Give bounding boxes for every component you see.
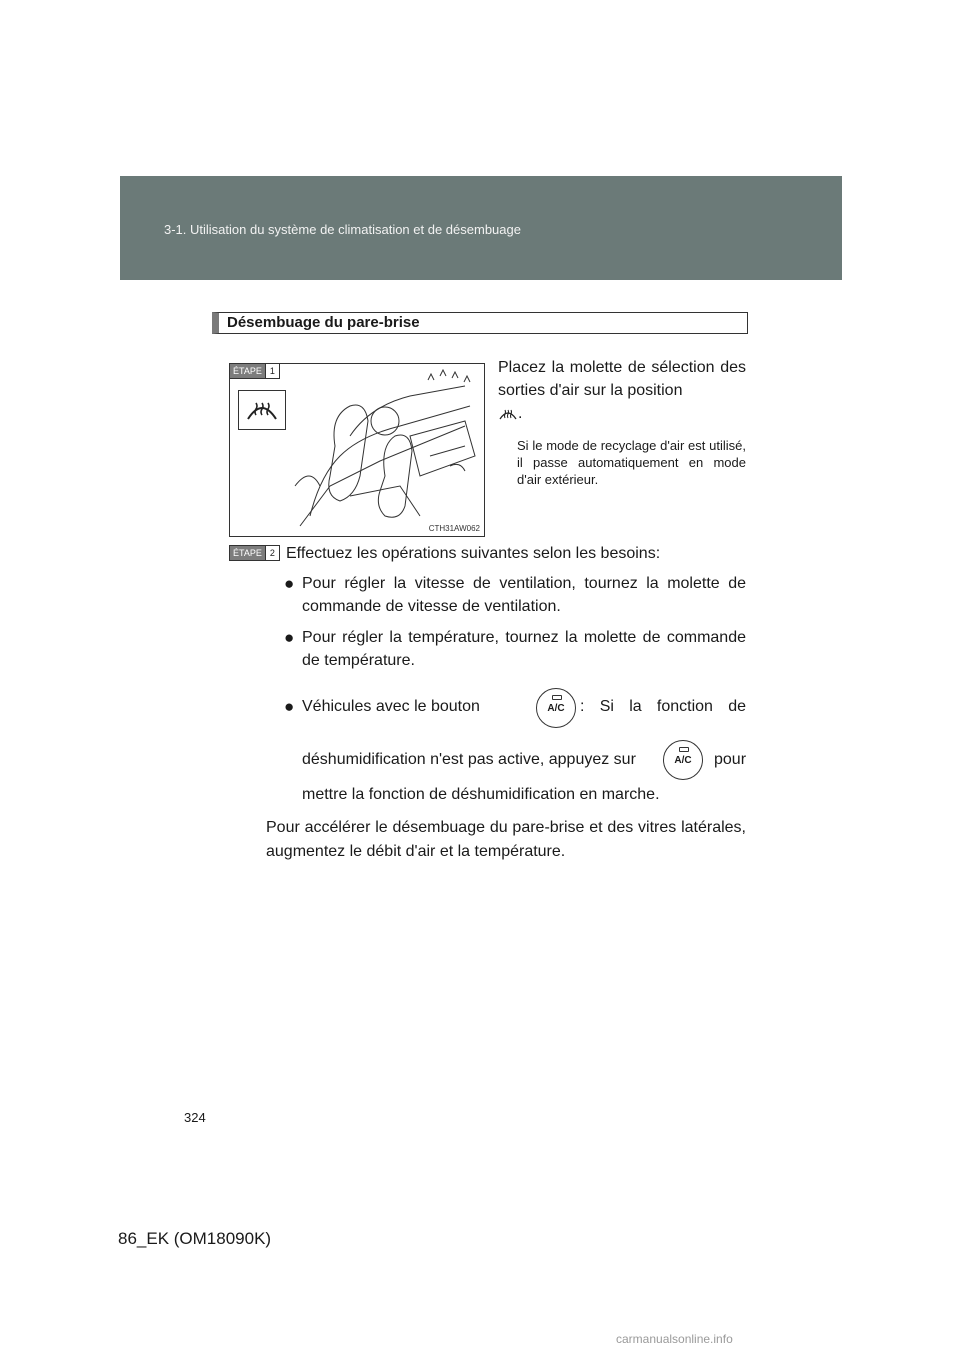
step-2-badge [229,545,280,561]
section-title: Désembuage du pare-brise [212,312,748,334]
step-2-text: Effectuez les opérations suivantes selon les besoins: [286,545,661,562]
defrost-small-icon [498,405,518,423]
car-interior-drawing [290,366,482,532]
bullet-ac-part5: mettre la fonction de déshumidification en marche. [302,786,660,803]
step-1-instruction: Placez la molette de sélection des sorties d'air sur la position [498,359,746,399]
tip-paragraph: Pour accélérer le désembuage du pare-brise et des vitres latérales, augmentez le débit d'air et la température. [266,819,746,860]
watermark: carmanualsonline.info [616,1332,733,1346]
step-1-note: Si le mode de recyclage d'air est utilisé, il passe automatiquement en mode d'air extérieur. [517,438,746,487]
breadcrumb: 3-1. Utilisation du système de climatisation et de désembuage [164,222,521,237]
step-badge-number: 1 [265,364,279,378]
bullet-ac-part1: Véhicules avec le bouton [302,698,480,715]
step-badge-label: ÉTAPE [230,364,265,378]
step-1-badge [229,363,280,379]
header-band [120,176,842,280]
step-1-period: . [518,405,523,422]
document-code: 86_EK (OM18090K) [118,1229,272,1248]
bullet-ac-part3: déshumidification n'est pas active, appuyez sur [302,751,636,768]
bullet-dot: ● [284,574,295,593]
bullet-dot: ● [284,628,295,647]
bullet-text: Pour régler la température, tournez la molette de commande de température. [302,629,746,669]
figure-code: CTH31AW062 [428,524,480,533]
step-badge-number: 2 [265,546,279,560]
figure-illustration [229,363,485,537]
bullet-text: Pour régler la vitesse de ventilation, tournez la molette de commande de vitesse de ventilation. [302,575,746,615]
step-badge-label: ÉTAPE [230,546,265,560]
bullet-fan-speed [284,572,746,618]
bullet-temperature [284,626,746,672]
bullet-ac-part4: pour [714,751,747,768]
ac-button-icon: A/C [663,740,703,780]
ac-button-icon: A/C [536,688,576,728]
bullet-dot: ● [284,697,295,716]
step-1-text [498,356,746,425]
page-number: 324 [184,1110,206,1125]
bullet-ac-part2: : Si la fonction de [580,698,746,715]
windshield-defrost-icon [238,390,286,430]
